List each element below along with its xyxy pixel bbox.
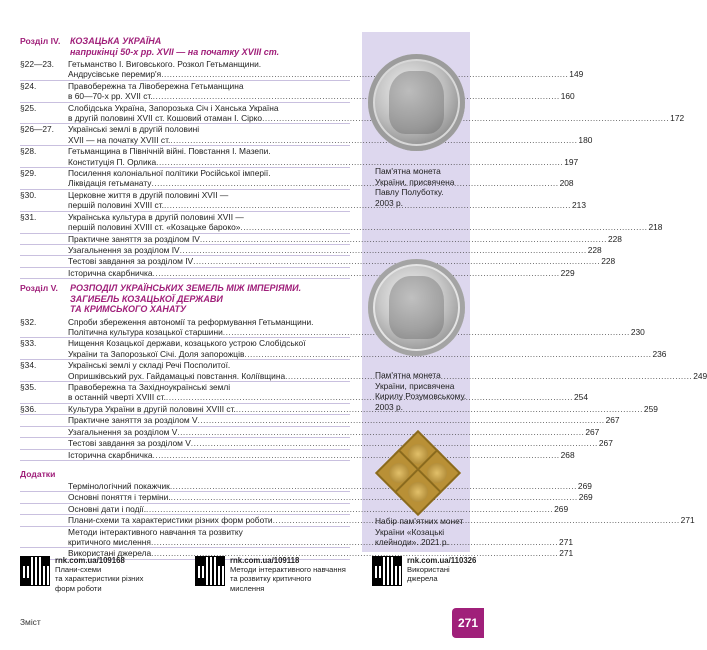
toc-entry-number <box>20 450 68 460</box>
toc-entry-number <box>20 492 68 502</box>
toc-entry[interactable] <box>20 403 658 415</box>
toc-entry-page: 228 <box>601 256 616 267</box>
section-title: РОЗПОДІЛ УКРАЇНСЬКИХ ЗЕМЕЛЬ МІЖ ІМПЕРІЯМИ. ЗАГИБЕЛЬ КОЗАЦЬКОЇ ДЕРЖАВИ ТА КРИМСЬКОГО ХАНАТУ <box>70 283 302 315</box>
toc-entry-page: 228 <box>607 233 622 244</box>
toc-entry-page: 271 <box>559 548 574 559</box>
toc-entry-page: 208 <box>559 178 574 189</box>
toc-entry-title: Використані джерела <box>68 548 152 559</box>
toc-entry[interactable] <box>20 338 667 360</box>
toc-entry[interactable] <box>20 189 586 212</box>
toc-entry-title: Правобережна та Лівобережна Гетьманщина <box>68 80 244 91</box>
polubotok-coin-image <box>368 54 465 151</box>
toc-entry-page: 229 <box>560 267 575 278</box>
toc-entry-number <box>20 256 68 266</box>
toc-entry-number: §33. <box>20 338 37 349</box>
toc-entry-number: §32. <box>20 316 37 327</box>
toc-entry-title: першій половині XVIII ст. <box>68 200 164 211</box>
toc-entry-title: Правобережна та Західноукраїнські землі <box>68 382 231 393</box>
toc-entry-title: Плани-схеми та характеристики різних форм роботи <box>68 515 273 526</box>
toc-entry-page: 267 <box>598 438 613 449</box>
toc-entry-number <box>20 268 68 278</box>
page-number: 271 <box>452 608 484 638</box>
toc-entry-title: Українські землі у складі Речі Посполитої. <box>68 360 231 371</box>
toc-entry-title: Спроби збереження автономії та реформування Гетьманщини. <box>68 316 314 327</box>
toc-entry-page: 268 <box>560 449 575 460</box>
toc-entry[interactable] <box>20 146 579 168</box>
toc-entry-title: Узагальнення за розділом V <box>68 426 178 437</box>
toc-entry-number: §22—23. <box>20 59 54 69</box>
toc-entry-number <box>20 481 68 491</box>
toc-entry-page: 269 <box>578 492 593 503</box>
toc-entry-page: 271 <box>559 536 574 547</box>
section-title: КОЗАЦЬКА УКРАЇНА наприкінці 50-х рр. XVII — на початку XVIII ст. <box>70 36 280 57</box>
toc-entry-title: Узагальнення за розділом IV <box>68 244 180 255</box>
toc-entry-title: Андрусівське перемир'я <box>68 69 162 80</box>
toc-entry-title: Посилення колоніальної політики Російської імперії. <box>68 168 271 179</box>
toc-entry[interactable] <box>20 360 707 382</box>
toc-entry-title: України та Запорозької Січі. Доля запорожців <box>68 348 245 359</box>
appendix-heading: Додатки <box>20 468 56 479</box>
toc-entry-page: 236 <box>652 348 667 359</box>
toc-entry-title: Опришківський рух. Гайдамацькі повстання. Коліївщина <box>68 370 286 381</box>
qr-block-schemes[interactable]: rnk.com.ua/109168 Плани-схеми та характеристики різних форм роботи <box>20 556 143 593</box>
toc-entry-page: 149 <box>569 69 584 80</box>
toc-entry-page: 213 <box>572 200 586 211</box>
footer-label: Зміст <box>20 617 41 627</box>
toc-entry-title: в другій половині XVII ст. Кошовий отаман І. Сірко <box>68 113 263 124</box>
coin1-caption: Пам'ятна монета України, присвячена Павлу Полуботку. 2003 р. <box>375 166 455 208</box>
toc-entry[interactable] <box>20 503 569 515</box>
section-iv-heading <box>20 36 350 57</box>
toc-entry[interactable] <box>20 233 622 245</box>
toc-entry-number <box>20 438 68 448</box>
toc-entry-title: Практичне заняття за розділом IV <box>68 233 200 244</box>
toc-entry-title: Історична скарбничка <box>68 267 153 278</box>
toc-entry-title: Гетьманство І. Виговського. Розкол Гетьманщини. <box>68 59 262 69</box>
toc-entry-number <box>20 504 68 514</box>
toc-entry[interactable] <box>20 515 695 526</box>
toc-entry-page: 269 <box>577 480 592 491</box>
toc-entry-title: Українська культура в другій половині XVII — <box>68 211 244 222</box>
qr-code-icon[interactable] <box>372 556 402 586</box>
toc-entry-page: 180 <box>578 134 593 145</box>
toc-entry[interactable] <box>20 492 593 503</box>
toc-entry-number <box>20 245 68 255</box>
toc-entry-number: §30. <box>20 189 37 200</box>
toc-entry-title: Культура України в другій половині XVIII ст. <box>68 403 236 414</box>
qr-code-icon[interactable] <box>20 556 50 586</box>
toc-entry-title: критичного мислення <box>68 536 151 547</box>
toc-entry-title: Церковне життя в другій половині XVII — <box>68 189 229 200</box>
toc-entry-page: 269 <box>554 503 569 514</box>
toc-entry-number: §31. <box>20 211 37 222</box>
toc-entry-number <box>20 415 68 425</box>
toc-entry-page: 228 <box>587 244 602 255</box>
kleinody-coin-set-image <box>382 437 454 509</box>
toc-entry-title: XVII — на початку XVIII ст. <box>68 134 171 145</box>
qr-links <box>20 556 480 606</box>
qr-code-icon[interactable] <box>195 556 225 586</box>
toc-entry-title: Слобідська Україна, Запорозька Січ і Ханська Україна <box>68 102 279 113</box>
toc-entry-title: в останній чверті XVIII ст. <box>68 392 166 403</box>
toc-entry-page: 267 <box>605 415 620 426</box>
toc-entry[interactable] <box>20 480 592 492</box>
toc-entry-page: 172 <box>670 113 685 124</box>
toc-entry[interactable] <box>20 256 616 267</box>
toc-entry-title: Термінологічний покажчик <box>68 480 170 491</box>
toc-entry-page: 160 <box>560 91 575 102</box>
rozumovsky-coin-image <box>368 259 465 356</box>
toc-entry[interactable] <box>20 415 620 426</box>
toc-entry-title: Практичне заняття за розділом V <box>68 415 198 426</box>
qr-block-sources[interactable]: rnk.com.ua/110326 Використані джерела <box>372 556 476 586</box>
toc-entry-title: в 60—70-х рр. XVII ст. <box>68 91 153 102</box>
coin2-caption: Пам'ятна монета України, присвячена Кирилу Розумовському. 2003 р. <box>375 370 467 412</box>
toc-entry[interactable] <box>20 80 575 103</box>
toc-entry-title: Нищення Козацької держави, козацького устрою Слобідської <box>68 338 306 349</box>
toc-entry[interactable] <box>20 102 685 125</box>
toc-entry[interactable] <box>20 267 575 279</box>
toc-entry-title: Історична скарбничка <box>68 449 153 460</box>
toc-entry-number <box>20 234 68 244</box>
toc-entry-number: §26—27. <box>20 124 54 135</box>
toc-entry[interactable] <box>20 211 663 234</box>
toc-entry-page: 267 <box>585 426 600 437</box>
toc-entry-page: 230 <box>630 327 645 338</box>
toc-entry-title: Українські землі в другій половині <box>68 124 200 135</box>
toc-entry-title: Політична культура козацької старшини <box>68 327 223 338</box>
toc-entry-page: 197 <box>564 156 579 167</box>
toc-entry[interactable] <box>20 316 645 339</box>
toc-entry-page: 249 <box>693 370 707 381</box>
section-label: Розділ V. <box>20 283 58 294</box>
toc-entry-number <box>20 515 68 525</box>
toc-entry-number: §34. <box>20 360 37 371</box>
toc-entry-title: Методи інтерактивного навчання та розвитку <box>68 526 243 537</box>
section-label: Розділ IV. <box>20 36 61 46</box>
toc-entry-title: Основні дати і події. <box>68 503 147 514</box>
toc-entry-number: §29. <box>20 168 37 179</box>
toc-entry-page: 218 <box>648 222 663 233</box>
toc-entry[interactable] <box>20 244 602 256</box>
toc-entry-title: Гетьманщина в Північній війні. Повстання І. Мазепи. <box>68 146 271 157</box>
section-v-heading <box>20 283 350 315</box>
toc-entry-title: Тестові завдання за розділом V <box>68 438 191 449</box>
coin3-caption: Набір пам'ятних монет України «Козацькі клейноди». 2021 р. <box>375 516 464 548</box>
toc-entry-number: §25. <box>20 102 37 113</box>
toc-entry-page: 259 <box>643 403 658 414</box>
toc-entry-number: §35. <box>20 382 37 393</box>
toc-entry-number <box>20 527 68 548</box>
toc-entry[interactable] <box>20 426 600 438</box>
toc-entry-title: Основні поняття і терміни. <box>68 492 171 503</box>
toc-entry-number: §24. <box>20 80 37 91</box>
toc-entry[interactable] <box>20 124 593 146</box>
toc-entry-number: §28. <box>20 146 37 157</box>
toc-entry[interactable] <box>20 438 613 449</box>
toc-entry[interactable] <box>20 449 575 461</box>
toc-entry-number: §36. <box>20 403 37 414</box>
toc-entry-page: 271 <box>680 515 695 526</box>
toc-entry-title: першій половині XVIII ст. «Козацьке бароко» <box>68 222 241 233</box>
toc-entry-title: Ліквідація гетьманату <box>68 178 152 189</box>
toc-entry-number <box>20 427 68 437</box>
qr-block-methods[interactable]: rnk.com.ua/109118 Методи інтерактивного навчання та розвитку критичного мислення <box>195 556 346 593</box>
toc-entry-title: Конституція П. Орлика <box>68 156 157 167</box>
toc-entry-title: Тестові завдання за розділом IV <box>68 256 194 267</box>
toc-entry-page: 254 <box>574 392 588 403</box>
toc-entry[interactable] <box>20 59 584 81</box>
